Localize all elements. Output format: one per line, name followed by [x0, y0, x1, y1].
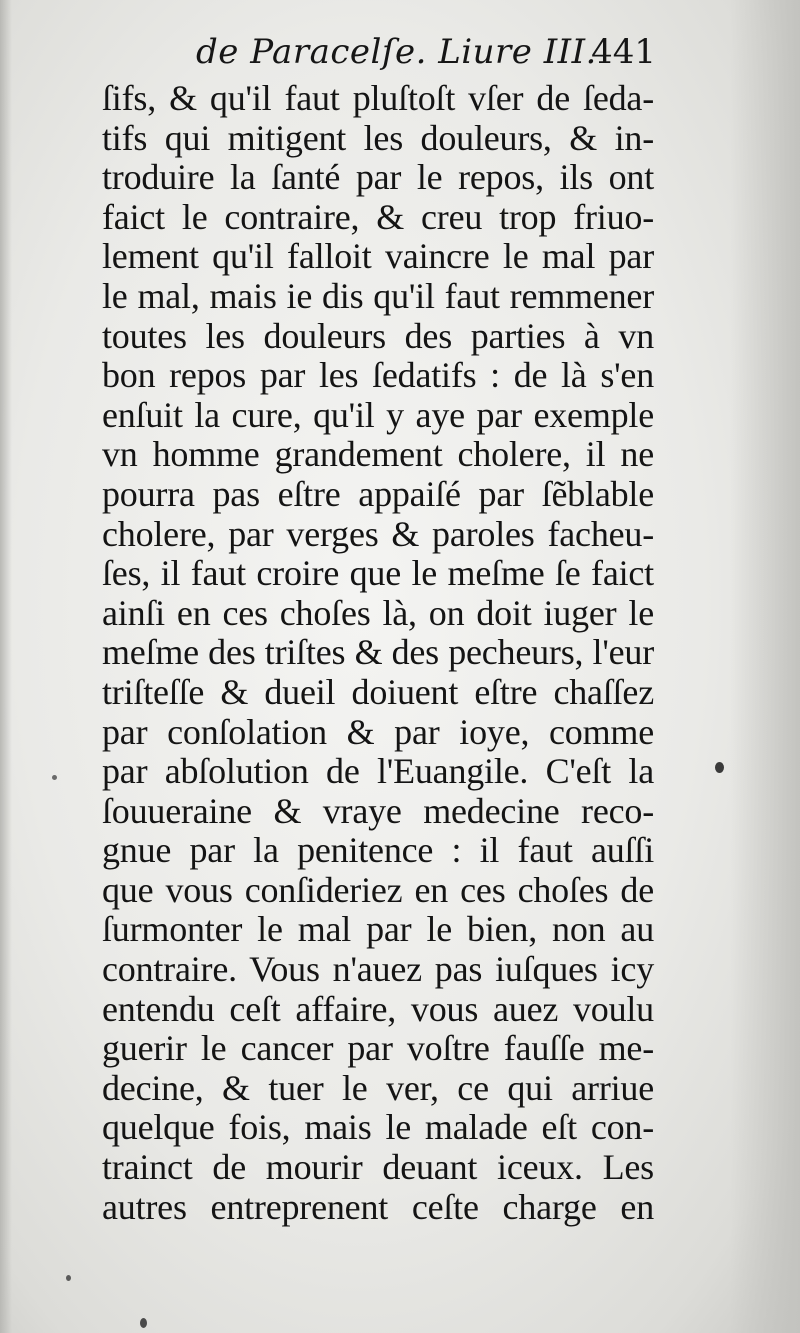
text-line: pourra pas eſtre appaiſé par ſẽblable — [102, 473, 654, 514]
text-line: enſuit la cure, qu'il y aye par exemple — [102, 394, 654, 435]
page-right-shadow — [730, 0, 800, 1333]
text-line: ſifs, & qu'il faut pluſtoſt vſer de ſeda- — [102, 78, 654, 118]
text-line: ainſi en ces choſes là, on doit iuger le — [102, 592, 654, 633]
text-line: contraire. Vous n'auez pas iuſques icy — [102, 949, 654, 990]
ink-speck — [52, 775, 57, 780]
text-line: trainct de mourir deuant iceux. Les — [102, 1147, 654, 1188]
text-line: ſes, il faut croire que le meſme ſe faict — [102, 553, 654, 594]
text-line: tifs qui mitigent les douleurs, & in- — [102, 117, 654, 158]
text-line: vn homme grandement cholere, il ne — [102, 434, 654, 475]
page-left-shadow — [0, 0, 12, 1333]
text-line: autres entreprenent ceſte charge en — [102, 1186, 654, 1227]
text-line: meſme des triſtes & des pecheurs, l'eur — [102, 632, 654, 673]
page-header — [196, 32, 656, 82]
page-number: 441 — [591, 32, 656, 72]
text-line: guerir le cancer par voſtre fauſſe me- — [102, 1028, 654, 1069]
text-line: troduire la ſanté par le repos, ils ont — [102, 157, 654, 198]
text-line: lement qu'il falloit vaincre le mal par — [102, 236, 654, 277]
body-text — [102, 79, 654, 1227]
text-line: par abſolution de l'Euangile. C'eſt la — [102, 751, 654, 792]
running-title: de Paracelſe. Liure III. — [196, 32, 597, 72]
text-line: toutes les douleurs des parties à vn — [102, 315, 654, 356]
text-line: que vous conſideriez en ces choſes de — [102, 869, 654, 910]
text-line: faict le contraire, & creu trop friuo- — [102, 196, 654, 237]
text-line: par conſolation & par ioye, comme — [102, 711, 654, 752]
text-line: le mal, mais ie dis qu'il faut remmener — [102, 275, 654, 316]
text-line: decine, & tuer le ver, ce qui arriue — [102, 1067, 654, 1108]
text-line: entendu ceſt affaire, vous auez voulu — [102, 988, 654, 1029]
text-line: quelque fois, mais le malade eſt con- — [102, 1107, 654, 1148]
text-line: bon repos par les ſedatifs : de là s'en — [102, 355, 654, 396]
ink-speck — [66, 1275, 71, 1281]
text-line: triſteſſe & dueil doiuent eſtre chaſſez — [102, 671, 654, 712]
text-line: ſouueraine & vraye medecine reco- — [102, 790, 654, 831]
text-line: cholere, par verges & paroles facheu- — [102, 513, 654, 554]
text-line: gnue par la penitence : il faut auſſi — [102, 830, 654, 871]
ink-speck — [140, 1318, 147, 1328]
ink-speck — [715, 762, 724, 773]
text-line: ſurmonter le mal par le bien, non au — [102, 909, 654, 950]
